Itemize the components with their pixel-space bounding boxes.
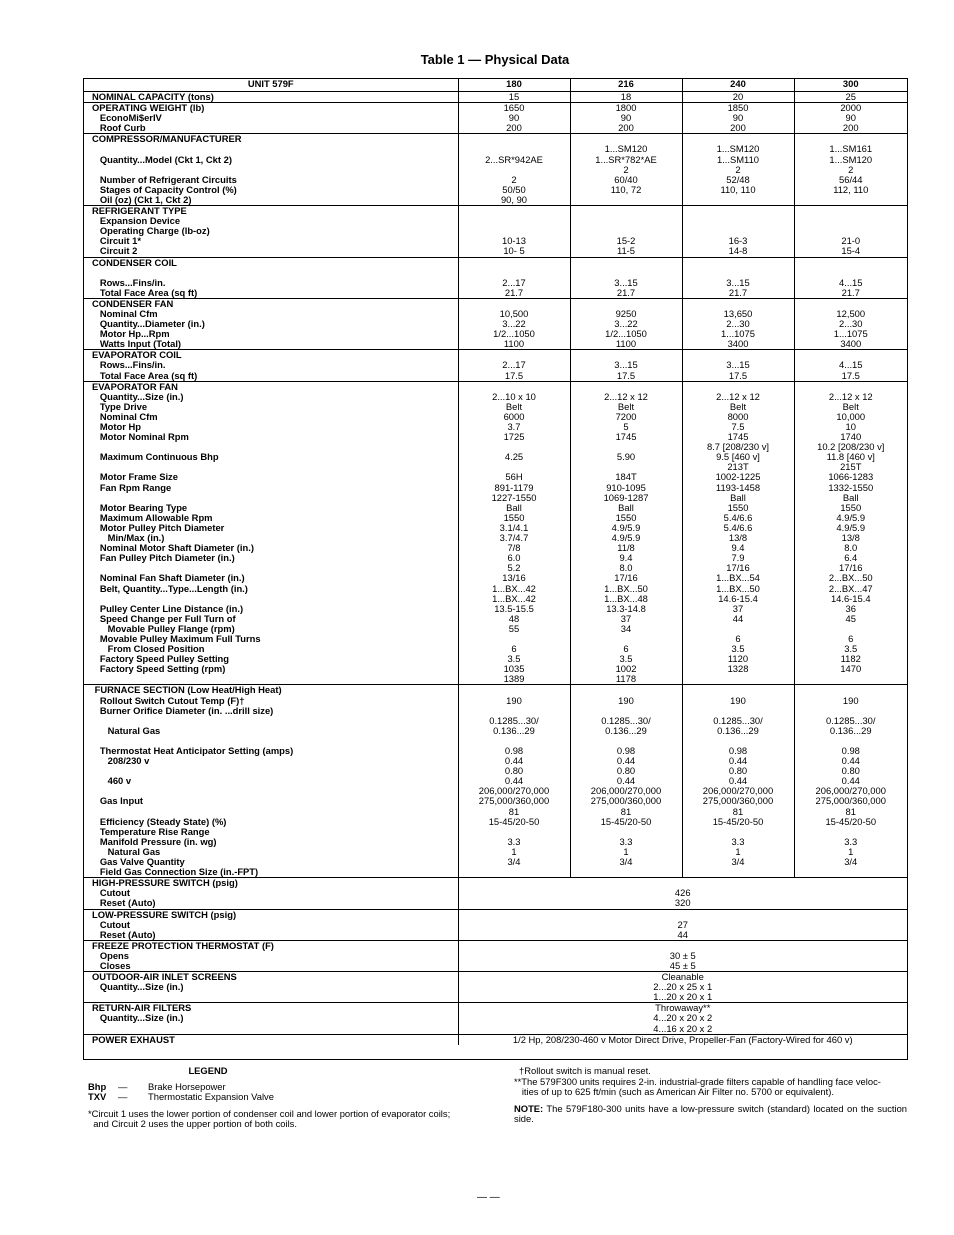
value-cell: 16-3 14-8 — [682, 206, 794, 257]
section-label: EVAPORATOR FAN Quantity...Size (in.) Type Drive Nominal Cfm Motor Hp Motor Nominal Rpm Maximum Continuous Bhp Motor Frame Size Fan Rpm Range Motor Bearing Type Maximum Allowable Rpm Motor Pulley Pitch Diameter Min/Max (in.) Nominal Motor Shaft Diameter (in.) Fan Pulley Pitch Diameter (in.) Nominal Fan Shaft Diameter (in.) Belt, Quantity...Type...Length (in.) Pulley Center Line Distance (in.) Speed Change per Full Turn of Movable Pulley Flange (rpm) Movable Pulley Maximum Full Turns From Closed Position Factory Speed Pulley Setting Factory Speed Setting (rpm) — [84, 381, 458, 685]
table-section — [84, 878, 907, 909]
value-cell: 4...15 17.5 — [794, 350, 907, 381]
filter-footnote: **The 579F300 units requires 2-in. industrial-grade filters capable of handling face veloc- ities of up to 625 ft/min (such as American Air Filter no. 5700 or equivalent). — [514, 1075, 881, 1097]
value-cell: 10,500 3...22 1/2...1050 1100 — [458, 298, 570, 349]
table-header-row — [84, 79, 907, 92]
value-cell: 1800 90 200 — [570, 103, 682, 134]
value-cell: 3...15 17.5 — [570, 350, 682, 381]
value-cell: 2...10 x 10 Belt 6000 3.7 1725 4.25 56H 891-1179 1227-1550 Ball 1550 3.1/4.1 3.7/4.7 7/8 6.0 5.2 13/16 1...BX...42 1...BX...42 13.5-15.5 48 55 6 3.5 1035 1389 — [458, 381, 570, 685]
value-cell: 2...17 17.5 — [458, 350, 570, 381]
value-cell: 2...SR*942AE 2 50/50 90, 90 — [458, 134, 570, 206]
value-cell: 10-13 10- 5 — [458, 206, 570, 257]
header-col-216: 216 — [570, 79, 682, 92]
value-cell: 21-0 15-4 — [794, 206, 907, 257]
section-label: FREEZE PROTECTION THERMOSTAT (F) Opens Closes — [84, 940, 458, 971]
circuit-footnote: *Circuit 1 uses the lower portion of condenser coil and lower portion of evaporator coils; and Circuit 2 uses the upper portion of both coils. — [88, 1107, 451, 1129]
table-section — [84, 103, 907, 134]
legend-dash: — — [118, 1080, 128, 1092]
legend-title: LEGEND — [188, 1065, 228, 1076]
value-cell: 190 0.1285...30/ 0.136...29 0.98 0.44 0.80 0.44 206,000/270,000 275,000/360,000 81 15-45/20-50 3.3 1 3/4 — [458, 685, 570, 878]
value-cell: 190 0.1285...30/ 0.136...29 0.98 0.44 0.80 0.44 206,000/270,000 275,000/360,000 81 15-45/20-50 3.3 1 3/4 — [570, 685, 682, 878]
table-section — [84, 92, 907, 103]
table-section — [84, 1003, 907, 1034]
value-cell: 2...17 21.7 — [458, 257, 570, 298]
legend-dash: — — [118, 1091, 128, 1102]
value-cell: 2000 90 200 — [794, 103, 907, 134]
table-title: Table 1 — Physical Data — [420, 52, 570, 67]
value-cell: 1850 90 200 — [682, 103, 794, 134]
table-section — [84, 298, 907, 349]
spanning-value: 1/2 Hp, 208/230-460 v Motor Direct Drive, Propeller-Fan (Factory-Wired for 460 v) — [458, 1034, 907, 1045]
legend-desc: Thermostatic Expansion Valve — [148, 1091, 274, 1102]
table-section — [84, 940, 907, 971]
table-section — [84, 206, 907, 257]
section-label: FURNACE SECTION (Low Heat/High Heat) Rollout Switch Cutout Temp (F)† Burner Orifice Diameter (in. ...drill size) Natural Gas Thermostat Heat Anticipator Setting (amps) 208/230 v 460 v Gas Input Efficiency (Steady State) (%) Temperature Rise Range Manifold Pressure (in. wg) Natural Gas Gas Valve Quantity Field Gas Connection Size (in.-FPT) — [84, 685, 458, 878]
header-col-240: 240 — [682, 79, 794, 92]
table-section — [84, 257, 907, 298]
spanning-value: 30 ± 5 45 ± 5 — [458, 940, 907, 971]
spanning-value: 27 44 — [458, 909, 907, 940]
section-label: CONDENSER FAN Nominal Cfm Quantity...Diameter (in.) Motor Hp...Rpm Watts Input (Total) — [84, 298, 458, 349]
value-cell: 25 — [794, 92, 907, 103]
physical-data-table — [84, 79, 907, 1045]
header-col-180: 180 — [458, 79, 570, 92]
header-col-300: 300 — [794, 79, 907, 92]
value-cell: 9250 3...22 1/2...1050 1100 — [570, 298, 682, 349]
section-label: CONDENSER COIL Rows...Fins/in. Total Face Area (sq ft) — [84, 257, 458, 298]
note-label: NOTE: — [514, 1102, 544, 1114]
section-label: RETURN-AIR FILTERS Quantity...Size (in.) — [84, 1003, 458, 1034]
rollout-footnote: †Rollout switch is manual reset. — [519, 1065, 651, 1076]
legend-abbr: Bhp — [88, 1080, 107, 1092]
value-cell: 18 — [570, 92, 682, 103]
table-section — [84, 381, 907, 685]
value-cell: 1...SM120 1...SR*782*AE 2 60/40 110, 72 — [570, 134, 682, 206]
section-label: EVAPORATOR COIL Rows...Fins/in. Total Face Area (sq ft) — [84, 350, 458, 381]
value-cell: 15-2 11-5 — [570, 206, 682, 257]
legend — [88, 1066, 488, 1130]
table-section — [84, 1034, 907, 1045]
spanning-value: 426 320 — [458, 878, 907, 909]
value-cell: 4...15 21.7 — [794, 257, 907, 298]
legend-abbr: TXV — [88, 1091, 107, 1102]
value-cell: 3...15 21.7 — [682, 257, 794, 298]
header-unit: UNIT 579F — [84, 79, 458, 92]
legend-item — [88, 1092, 488, 1103]
spanning-value: Throwaway** 4...20 x 20 x 2 4...16 x 20 x 2 — [458, 1003, 907, 1034]
note-paragraph — [514, 1104, 907, 1125]
value-cell: 12,500 2...30 1...1075 3400 — [794, 298, 907, 349]
value-cell: 190 0.1285...30/ 0.136...29 0.98 0.44 0.80 0.44 206,000/270,000 275,000/360,000 81 15-45/20-50 3.3 1 3/4 — [794, 685, 907, 878]
table-section — [84, 350, 907, 381]
section-label: OUTDOOR-AIR INLET SCREENS Quantity...Size (in.) — [84, 972, 458, 1003]
section-label: NOMINAL CAPACITY (tons) — [84, 92, 458, 103]
table-section — [84, 685, 907, 878]
table-section — [84, 134, 907, 206]
footnotes — [514, 1066, 907, 1125]
value-cell: 3...15 21.7 — [570, 257, 682, 298]
table-section — [84, 909, 907, 940]
value-cell: 15 — [458, 92, 570, 103]
value-cell: 190 0.1285...30/ 0.136...29 0.98 0.44 0.80 0.44 206,000/270,000 275,000/360,000 81 15-45/20-50 3.3 1 3/4 — [682, 685, 794, 878]
section-label: OPERATING WEIGHT (lb) EconoMi$erIV Roof Curb — [84, 103, 458, 134]
legend-desc: Brake Horsepower — [148, 1080, 226, 1092]
page-number: — — — [477, 1192, 500, 1203]
value-cell: 13,650 2...30 1...1075 3400 — [682, 298, 794, 349]
value-cell: 3...15 17.5 — [682, 350, 794, 381]
section-label: POWER EXHAUST — [84, 1034, 458, 1045]
table-section — [84, 972, 907, 1003]
value-cell: 1...SM161 1...SM120 2 56/44 112, 110 — [794, 134, 907, 206]
value-cell: 1...SM120 1...SM110 2 52/48 110, 110 — [682, 134, 794, 206]
value-cell: 20 — [682, 92, 794, 103]
section-label: REFRIGERANT TYPE Expansion Device Operating Charge (lb-oz) Circuit 1* Circuit 2 — [84, 206, 458, 257]
section-label: LOW-PRESSURE SWITCH (psig) Cutout Reset (Auto) — [84, 909, 458, 940]
value-cell: 1650 90 200 — [458, 103, 570, 134]
section-label: COMPRESSOR/MANUFACTURER Quantity...Model (Ckt 1, Ckt 2) Number of Refrigerant Circuits Stages of Capacity Control (%) Oil (oz) (Ckt 1, Ckt 2) — [84, 134, 458, 206]
section-label: HIGH-PRESSURE SWITCH (psig) Cutout Reset (Auto) — [84, 878, 458, 909]
value-cell: 2...12 x 12 Belt 10,000 10 1740 10.2 [208/230 v] 11.8 [460 v] 215T 1066-1283 1332-1550 Ball 1550 4.9/5.9 4.9/5.9 13/8 8.0 6.4 17/16 2...BX...50 2...BX...47 14.6-15.4 36 45 6 3.5 1182 1470 — [794, 381, 907, 685]
value-cell: 2...12 x 12 Belt 8000 7.5 1745 8.7 [208/230 v] 9.5 [460 v] 213T 1002-1225 1193-1458 Ball 1550 5.4/6.6 5.4/6.6 13/8 9.4 7.9 17/16 1...BX...54 1...BX...50 14.6-15.4 37 44 6 3.5 1120 1328 — [682, 381, 794, 685]
note-text: The 579F180-300 units have a low-pressure switch (standard) located on the suction side. — [514, 1102, 907, 1124]
spanning-value: Cleanable 2...20 x 25 x 1 1...20 x 20 x 1 — [458, 972, 907, 1003]
value-cell: 2...12 x 12 Belt 7200 5 1745 5.90 184T 910-1095 1069-1287 Ball 1550 4.9/5.9 4.9/5.9 11/8 9.4 8.0 17/16 1...BX...50 1...BX...48 13.3-14.8 37 34 6 3.5 1002 1178 — [570, 381, 682, 685]
